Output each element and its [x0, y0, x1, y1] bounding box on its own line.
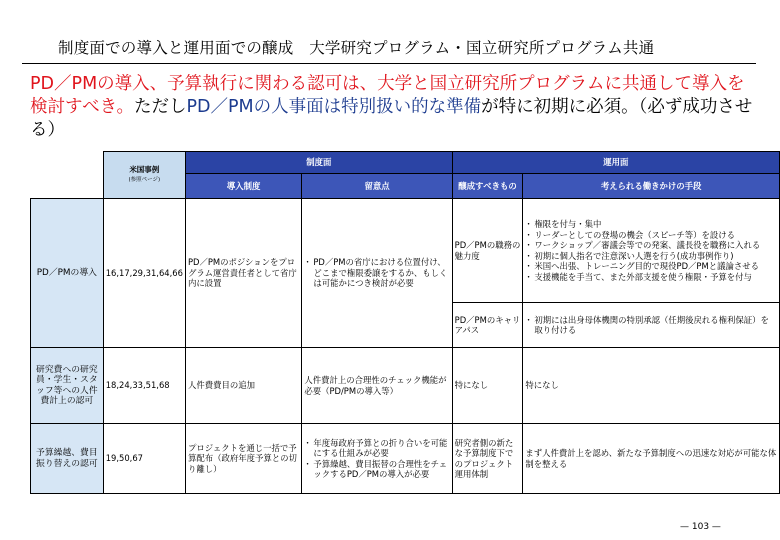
row-pages-personnel: 18,24,33,51,68 [103, 348, 185, 424]
row-actions-career [523, 303, 780, 348]
row-introduction-pdpm: PD／PMのポジションをプログラム運営責任者として省庁内に設置 [185, 199, 301, 348]
row-actions-budget: まず人件費計上を認め、新たな予算制度への迅速な対応が可能な体制を整える [523, 424, 780, 494]
header-notes: 留意点 [302, 174, 452, 199]
row-foster-budget: 研究者側の新たな予算制度下でのプロジェクト運用体制 [452, 424, 523, 494]
row-pages-budget: 19,50,67 [103, 424, 185, 494]
header-group-operation: 運用面 [452, 152, 779, 174]
header-group-system: 制度面 [185, 152, 452, 174]
action-item: ・ 権限を付与・集中 [525, 219, 777, 230]
action-item: ・ 支援機能を手当て、また外部支援を使う権限・予算を付与 [525, 272, 777, 283]
note-item: ・ 予算繰越、費目振替の合理性をチェックするPD／PMの導入が必要 [304, 459, 449, 480]
row-foster-attractiveness: PD／PMの職務の魅力度 [452, 199, 523, 303]
row-introduction-personnel: 人件費費目の追加 [185, 348, 301, 424]
row-foster-personnel: 特になし [452, 348, 523, 424]
row-foster-career: PD／PMのキャリアパス [452, 303, 523, 348]
note-item: ・ 年度毎政府予算との折り合いを可能にする仕組みが必要 [304, 438, 449, 459]
action-item: ・ 初期に個人指名で注意深い人選を行う(成功事例作り) [525, 251, 777, 262]
header-us-example [103, 152, 185, 199]
table-row [31, 348, 780, 424]
row-label-personnel: 研究費への研究員・学生・スタッフ等への人件費計上の認可 [31, 348, 104, 424]
table-row [31, 199, 780, 303]
row-actions-personnel: 特になし [523, 348, 780, 424]
row-notes-pdpm [302, 199, 452, 348]
page-number: — 103 — [680, 522, 721, 532]
headline-mid: ただし [133, 97, 187, 117]
row-notes-personnel: 人件費計上の合理性のチェック機能が必要（PD/PMの導入等） [302, 348, 452, 424]
header-actions: 考えられる働きかけの手段 [523, 174, 780, 199]
header-us-example-sub: (参照ページ) [128, 177, 161, 183]
note-item: ・ PD／PMの省庁における位置付け、どこまで権限委譲をするか、もしくは可能かにつき検討が必要 [304, 257, 449, 289]
headline-red: PD／PMの導入、予算執行に関わる認可は、大学と国立研究所プログラムに共通して導入を検討すべき。 [30, 74, 745, 117]
header-us-example-label: 米国事例 [129, 164, 160, 174]
table-corner [31, 152, 104, 199]
title-rule [22, 63, 756, 64]
action-item: ・ 初期には出身母体機関の特別承認（任期後戻れる権利保証）を取り付ける [525, 315, 777, 336]
summary-table [30, 151, 780, 494]
row-introduction-budget: プロジェクトを通じ一括で予算配布（政府年度予算との切り離し） [185, 424, 301, 494]
row-pages-pdpm: 16,17,29,31,64,66 [103, 199, 185, 348]
row-label-budget: 予算繰越、費目振り替えの認可 [31, 424, 104, 494]
action-item: ・ ワークショップ／審議会等での発案、議長役を職務に入れる [525, 240, 777, 251]
headline-blue: PD／PMの人事面は特別扱い的な準備 [186, 97, 482, 117]
action-item: ・ リーダーとしての登場の機会（スピーチ等）を設ける [525, 230, 777, 241]
headline-tail: が特に初期に必須。（必ず成功させる） [30, 97, 753, 140]
action-item: ・ 米国へ出張、トレーニング目的で現役PD／PMと議論させる [525, 261, 777, 272]
page-title: 制度面での導入と運用面での醸成 大学研究プログラム・国立研究所プログラム共通 [58, 39, 655, 57]
row-notes-budget [302, 424, 452, 494]
table-row [31, 424, 780, 494]
header-to-foster: 醸成すべきもの [452, 174, 523, 199]
header-introduction: 導入制度 [185, 174, 301, 199]
row-actions-attractiveness [523, 199, 780, 303]
row-label-pdpm: PD／PMの導入 [31, 199, 104, 348]
headline [30, 73, 760, 142]
